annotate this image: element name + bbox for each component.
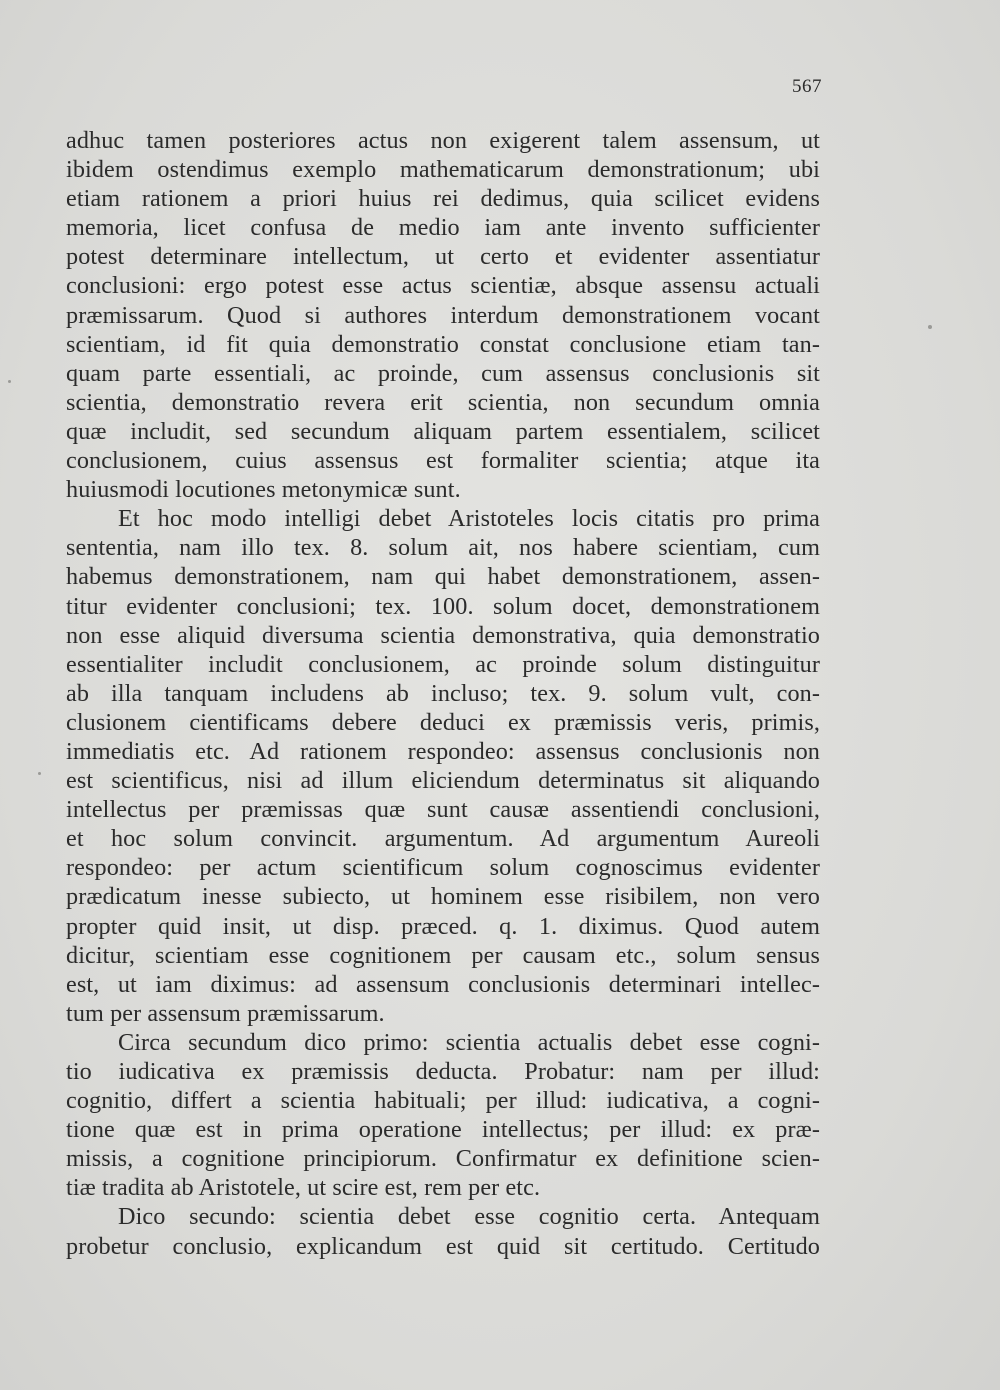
text-line: tione quæ est in prima operatione intellectus; per illud: ex præ- bbox=[66, 1116, 820, 1144]
text-line: Circa secundum dico primo: scientia actualis debet esse cogni- bbox=[118, 1028, 820, 1056]
text-line: intellectus per præmissas quæ sunt causæ assentiendi conclusioni, bbox=[66, 796, 820, 824]
text-line: clusionem cientificams debere deduci ex præmissis veris, primis, bbox=[66, 708, 820, 736]
text-line: habemus demonstrationem, nam qui habet demonstrationem, assen- bbox=[66, 563, 820, 591]
text-line: ab illa tanquam includens ab incluso; tex. 9. solum vult, con- bbox=[66, 679, 820, 707]
text-line: conclusionem, cuius assensus est formaliter scientia; atque ita bbox=[66, 447, 820, 475]
text-line: sententia, nam illo tex. 8. solum ait, nos habere scientiam, cum bbox=[66, 534, 820, 562]
text-line: scientia, demonstratio revera erit scientia, non secundum omnia bbox=[66, 388, 820, 416]
text-line: etiam rationem a priori huius rei dedimus, quia scilicet evidens bbox=[66, 185, 820, 213]
page-number: 567 bbox=[792, 76, 822, 97]
text-line: dicitur, scientiam esse cognitionem per causam etc., solum sensus bbox=[66, 941, 820, 969]
text-line: titur evidenter conclusioni; tex. 100. solum docet, demonstrationem bbox=[66, 592, 820, 620]
text-line: prædicatum inesse subiecto, ut hominem esse risibilem, non vero bbox=[66, 883, 820, 911]
body-text bbox=[66, 126, 820, 1261]
text-line: essentialiter includit conclusionem, ac proinde solum distinguitur bbox=[66, 650, 820, 678]
text-line: respondeo: per actum scientificum solum cognoscimus evidenter bbox=[66, 854, 820, 882]
text-line: tum per assensum præmissarum. bbox=[66, 999, 385, 1027]
text-line: memoria, licet confusa de medio iam ante invento sufficienter bbox=[66, 214, 820, 242]
text-line: quæ includit, sed secundum aliquam partem essentialem, scilicet bbox=[66, 417, 820, 445]
paper-speck bbox=[8, 380, 11, 383]
text-line: tio iudicativa ex præmissis deducta. Probatur: nam per illud: bbox=[66, 1058, 820, 1085]
text-line: Et hoc modo intelligi debet Aristoteles locis citatis pro prima bbox=[118, 505, 820, 533]
text-line: ibidem ostendimus exemplo mathematicarum demonstrationum; ubi bbox=[66, 156, 820, 184]
text-line: tiæ tradita ab Aristotele, ut scire est, rem per etc. bbox=[66, 1174, 541, 1202]
text-line: Dico secundo: scientia debet esse cognitio certa. Antequam bbox=[118, 1203, 820, 1231]
text-line: immediatis etc. Ad rationem respondeo: assensus conclusionis non bbox=[66, 737, 820, 765]
text-line: est scientificus, nisi ad illum eliciendum determinatus sit aliquando bbox=[66, 767, 820, 795]
text-line: adhuc tamen posteriores actus non exigerent talem assensum, ut bbox=[66, 127, 820, 154]
text-line: non esse aliquid diversuma scientia demonstrativa, quia demonstratio bbox=[66, 621, 820, 649]
text-line: missis, a cognitione principiorum. Confirmatur ex definitione scien- bbox=[66, 1145, 820, 1173]
text-line: conclusioni: ergo potest esse actus scientiæ, absque assensu actuali bbox=[66, 272, 820, 300]
text-line: præmissarum. Quod si authores interdum demonstrationem vocant bbox=[66, 301, 820, 329]
text-line: est, ut iam diximus: ad assensum conclusionis determinari intellec- bbox=[66, 970, 820, 998]
text-line: probetur conclusio, explicandum est quid sit certitudo. Certitudo bbox=[66, 1232, 820, 1260]
text-line: scientiam, id fit quia demonstratio constat conclusione etiam tan- bbox=[66, 330, 820, 358]
text-line: huiusmodi locutiones metonymicæ sunt. bbox=[66, 476, 461, 504]
paper-speck bbox=[38, 772, 41, 775]
text-line: potest determinare intellectum, ut certo et evidenter assentiatur bbox=[66, 243, 820, 271]
text-line: quam parte essentiali, ac proinde, cum assensus conclusionis sit bbox=[66, 359, 820, 387]
text-line: cognitio, differt a scientia habituali; per illud: iudicativa, a cogni- bbox=[66, 1087, 820, 1115]
text-line: et hoc solum convincit. argumentum. Ad argumentum Aureoli bbox=[66, 825, 820, 853]
text-line: propter quid insit, ut disp. præced. q. 1. diximus. Quod autem bbox=[66, 912, 820, 940]
paper-speck bbox=[928, 325, 932, 329]
